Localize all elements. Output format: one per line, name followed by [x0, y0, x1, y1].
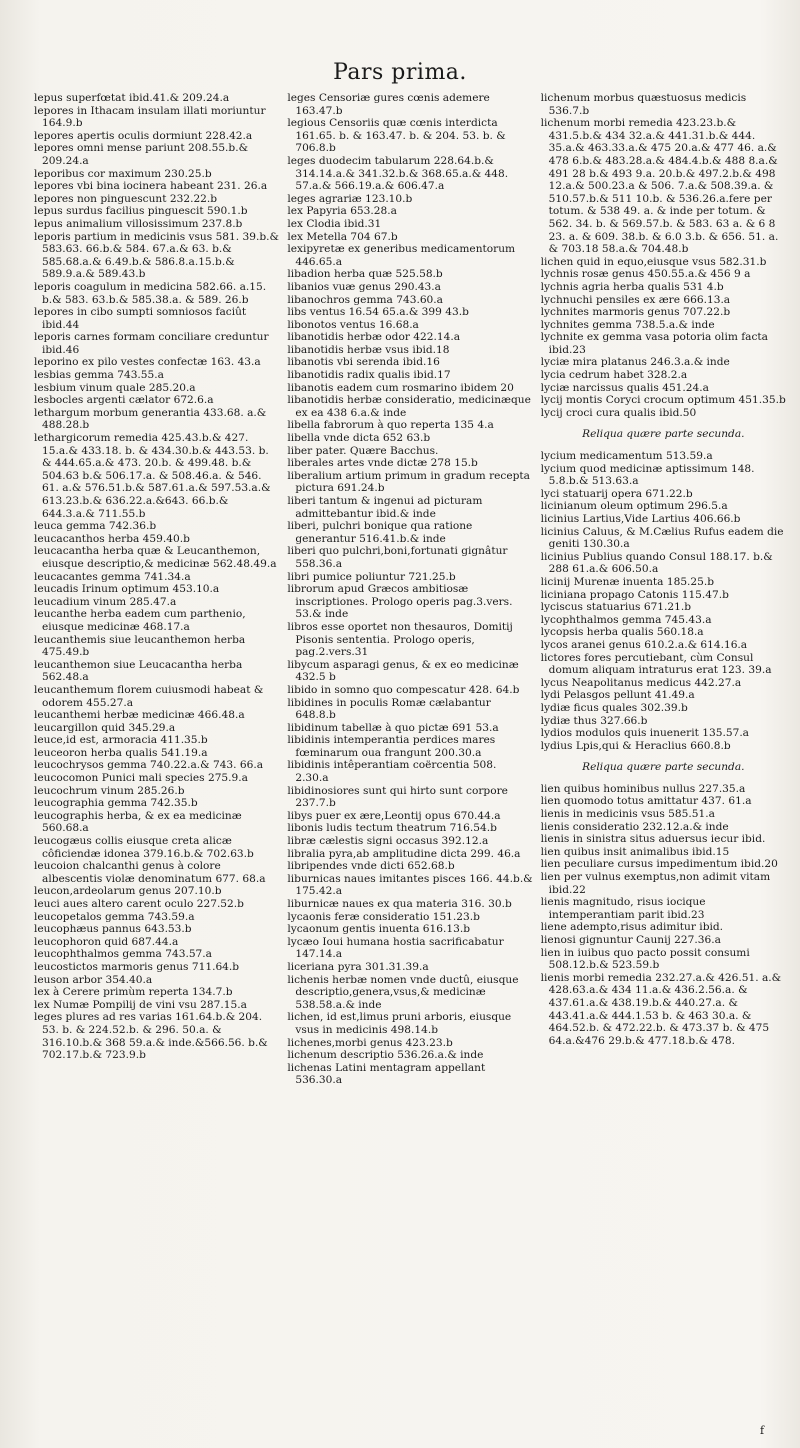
index-entry: lienis magnitudo, risus iocique intemperantiam parit ibid.23 [540, 896, 706, 921]
index-entry: liberales artes vnde dictæ 278 15.b [287, 457, 478, 470]
index-entry: lycopsis herba qualis 560.18.a [540, 626, 704, 639]
index-entry: leucanthemon siue Leucacantha herba 562.48.a [34, 658, 243, 684]
index-entry: lepus animalium villosissimum 237.8.b [34, 217, 243, 230]
index-entry: lydios modulos quis inuenerit 135.57.a [540, 727, 749, 740]
index-entry: lesbias gemma 743.55.a [34, 369, 164, 382]
index-entry: leucocomon Punici mali species 275.9.a [34, 772, 248, 785]
index-entry: lepores vbi bina iocinera habeant 231. 26.a [34, 180, 268, 193]
index-entry: libanotis eadem cum rosmarino ibidem 20 [287, 381, 514, 394]
index-entry: libido in somno quo compescatur 428. 64.b [287, 683, 520, 696]
index-entry: liberi quo pulchri,boni,fortunati gignâtur 558.36.a [287, 545, 508, 570]
index-entry: lydiæ ficus quales 302.39.b [540, 701, 688, 714]
index-entry: libros esse oportet non thesauros, Domitij Pisonis sententia. Prologo operis, pag.2.vers.31 [287, 620, 513, 659]
index-entry: leporibus cor maximum 230.25.b [34, 167, 212, 180]
index-entry: libidines in poculis Romæ cælabantur 648.8.b [287, 696, 491, 722]
index-entry: libidinis intêperantiam coërcentia 508. 2.30.a [287, 759, 497, 785]
index-entry: lichenum morbus quæstuosus medicis 536.7.b [540, 92, 747, 117]
index-entry: leucographia gemma 742.35.b [34, 797, 198, 810]
index-entry: lycus Neapolitanus medicus 442.27.a [540, 676, 742, 689]
index-entry: lychnis agria herba qualis 531 4.b [540, 280, 724, 293]
index-entry: licinij Murenæ inuenta 185.25.b [540, 575, 715, 588]
index-entry: lychnites marmoris genus 707.22.b [540, 306, 731, 319]
index-entry: lexipyretæ ex generibus medicamentorum 446.65.a [287, 243, 516, 268]
index-entry: libanotidis herbæ consideratio, medicinæque ex ea 438 6.a.& inde [287, 394, 531, 419]
index-entry: legious Censoriis quæ cœnis interdicta 161.65. b. & 163.47. b. & 204. 53. b. & 706.8.b [287, 117, 506, 155]
index-entry: lethargum morbum generantia 433.68. a.& 488.28.b [34, 406, 267, 432]
index-entry: leuca gemma 742.36.b [34, 520, 157, 533]
index-entry: lyciscus statuarius 671.21.b [540, 601, 692, 614]
index-entry: leporis carnes formam conciliare creduntur ibid.46 [34, 331, 269, 356]
index-entry: lienis morbi remedia 232.27.a.& 426.51. a.& 428.63.a.& 434 11.a.& 436.2.56.a. & 437.61.a.& 438.19.b.& 440.27.a. & 443.41.a.& 444.1.53 b. & 463 30.a. & 464.52.b. & 472.22.b. & 473.37 b. & 475 64.a.&476 29.b.& 477.18.b.& 478. [540, 971, 782, 1047]
index-entry: liceriana pyra 301.31.39.a [287, 960, 429, 973]
index-entry: libidinum tabellæ à quo pictæ 691 53.a [287, 721, 499, 734]
index-entry: lien peculiare cursus impedimentum ibid.20 [540, 858, 778, 871]
index-entry: lepores apertis oculis dormiunt 228.42.a [34, 129, 253, 142]
index-entry: leucophoron quid 687.44.a [34, 935, 179, 948]
signature-mark: f [760, 1424, 765, 1437]
index-entry: lydiæ thus 327.66.b [540, 714, 648, 727]
index-entry: lex à Cerere primùm reperta 134.7.b [34, 986, 233, 999]
index-columns [34, 92, 786, 1422]
index-entry: leporis coagulum in medicina 582.66. a.15. b.& 583. 63.b.& 585.38.a. & 589. 26.b [34, 280, 267, 306]
index-entry: lychnuchi pensiles ex ære 666.13.a [540, 293, 731, 306]
index-entry: lycij croci cura qualis ibid.50 [540, 406, 697, 419]
index-entry: lex Numæ Pompilij de vini vsu 287.15.a [34, 998, 247, 1011]
index-entry: leucanthemis siue leucanthemon herba 475.49.b [34, 633, 246, 659]
index-entry: leges Censoriæ gures cœnis ademere 163.47.b [287, 92, 490, 117]
index-entry: lienosi gignuntur Caunij 227.36.a [540, 934, 721, 946]
index-entry: leucadis Irinum optimum 453.10.a [34, 583, 220, 596]
index-entry: lictores fores percutiebant, cùm Consul domum aliquam intraturus erat 123. 39.a [540, 651, 772, 677]
index-entry: leucophæus pannus 643.53.b [34, 923, 192, 936]
index-entry: leuson arbor 354.40.a [34, 973, 153, 986]
index-entry: lepus surdus facilius pinguescit 590.1.b [34, 205, 248, 218]
index-entry: libadion herba quæ 525.58.b [287, 268, 443, 281]
index-entry: libanotis vbi serenda ibid.16 [287, 356, 440, 369]
index-entry: lex Metella 704 67.b [287, 230, 398, 243]
index-entry: liciniana propago Catonis 115.47.b [540, 588, 729, 601]
page-header: Pars prima. [333, 60, 467, 85]
index-entry: leuce,id est, armoracia 411.35.b [34, 734, 208, 747]
index-entry: lien quibus insit animalibus ibid.15 [540, 845, 730, 858]
index-entry: lienis consideratio 232.12.a.& inde [540, 820, 729, 833]
index-entry: libonotos ventus 16.68.a [287, 318, 419, 331]
index-entry: lycium quod medicinæ aptissimum 148. 5.8.b.& 513.63.a [540, 462, 755, 488]
index-entry: lex Papyria 653.28.a [287, 205, 397, 218]
index-entry: lichenum morbi remedia 423.23.b.& 431.5.b.& 434 32.a.& 441.31.b.& 444. 35.a.& 463.33.a.& 475 20.a.& 477 46. a.& 478 6.b.& 483.28.a.& 484.4.b.& 488 8.a.& 491 28 b.& 493 9.a. 20.b.& 497.2.b.& 498 12.a.& 500.23.a & 506. 7.a.& 508.39.a. & 510.57.b.& 511 10.b. & 536.26.a.fere per totum. & 538 49. a. & inde per totum. & 562. 34. b. & 569.57.b. & 583. 63 a. & 6 8 23. a. & 609. 38.b. & 6.0 3.b. & 656. 51. a. & 703.18 58.a.& 704.48.b [540, 117, 779, 256]
index-entry: libri pumice poliuntur 721.25.b [287, 570, 456, 583]
index-entry: lienis in sinistra situs aduersus iecur ibid. [540, 833, 766, 846]
index-entry: leucographis herba, & ex ea medicinæ 560.68.a [34, 809, 242, 835]
index-entry: lex Clodia ibid.31 [287, 217, 382, 230]
index-entry: lychnis rosæ genus 450.55.a.& 456 9 a [540, 268, 751, 281]
index-entry: libycum asparagi genus, & ex eo medicinæ 432.5 b [287, 658, 519, 684]
index-column-1 [34, 92, 279, 1422]
index-entry: leucargillon quid 345.29.a [34, 721, 176, 734]
index-entry: leucadium vinum 285.47.a [34, 595, 177, 608]
index-entry: lycæo Ioui humana hostia sacrificabatur 147.14.a [287, 935, 504, 961]
index-entry: leucoion chalcanthi genus à colore albescentis violæ denominatum 677. 68.a [34, 860, 266, 885]
index-entry: libanotidis herbæ vsus ibid.18 [287, 343, 450, 356]
index-entry: lien in iuibus quo pacto possit consumi 508.12.b.& 523.59.b [540, 946, 750, 972]
index-entry: lichenum descriptio 536.26.a.& inde [287, 1049, 484, 1062]
index-entry: libs ventus 16.54 65.a.& 399 43.b [287, 306, 469, 319]
index-entry: lichenis herbæ nomen vnde ductû, eiusque descriptio,genera,vsus,& medicinæ 538.58.a.& inde [287, 973, 519, 1011]
index-entry: librorum apud Græcos ambitiosæ inscriptiones. Prologo operis pag.3.vers. 53.& inde [287, 583, 513, 621]
index-entry: libralia pyra,ab amplitudine dicta 299. 46.a [287, 847, 521, 860]
index-entry: leuci aues altero carent oculo 227.52.b [34, 898, 244, 910]
index-entry: libripendes vnde dicti 652.68.b [287, 860, 455, 873]
index-entry: libella vnde dicta 652 63.b [287, 432, 431, 445]
index-entry: leges plures ad res varias 161.64.b.& 204. 53. b. & 224.52.b. & 296. 50.a. & 316.10.b.& 368 59.a.& inde.&566.56. b.& 702.17.b.& 723.9.b [34, 1011, 268, 1062]
index-entry: lien quibus hominibus nullus 227.35.a [540, 782, 746, 795]
index-entry: licinius Publius quando Consul 188.17. b.& 288 61.a.& 606.50.a [540, 550, 773, 576]
index-entry: leucogæus collis eiusque creta alicæ côficiendæ idonea 379.16.b.& 702.63.b [34, 835, 254, 860]
index-entry: liburnicæ naues ex qua materia 316. 30.b [287, 898, 512, 910]
cross-reference-note: Reliqua quære parte secunda. [582, 761, 745, 774]
index-entry: leuceoron herba qualis 541.19.a [34, 746, 208, 759]
index-entry: lychnite ex gemma vasa potoria olim facta ibid.23 [540, 331, 768, 356]
index-entry: liberi tantum & ingenui ad picturam admittebantur ibid.& inde [287, 495, 483, 520]
index-entry: libanotidis herbæ odor 422.14.a [287, 331, 461, 344]
index-entry: lesbocles argenti cælator 672.6.a [34, 394, 214, 407]
index-entry: libræ cælestis signi occasus 392.12.a [287, 835, 489, 848]
index-entry: lichenes,morbi genus 423.23.b [287, 1036, 453, 1049]
index-entry: lychnites gemma 738.5.a.& inde [540, 318, 715, 331]
index-entry: leucochrysos gemma 740.22.a.& 743. 66.a [34, 759, 264, 772]
index-entry: liene adempto,risus adimitur ibid. [540, 921, 724, 934]
index-entry: libys puer ex ære,Leontij opus 670.44.a [287, 809, 501, 822]
index-entry: libonis ludis tectum theatrum 716.54.b [287, 822, 497, 835]
index-entry: leucacantha herba quæ & Leucanthemon, eiusque descriptio,& medicinæ 562.48.49.a [34, 545, 277, 570]
cross-reference-note: Reliqua quære parte secunda. [582, 428, 745, 441]
index-entry: leucacanthos herba 459.40.b [34, 532, 190, 545]
index-entry: lycaonum gentis inuenta 616.13.b [287, 923, 470, 936]
index-entry: lycia cedrum habet 328.2.a [540, 369, 688, 382]
index-entry: lycophthalmos gemma 745.43.a [540, 613, 712, 626]
index-entry: liberalium artium primum in gradum recepta pictura 691.24.b [287, 469, 530, 495]
index-entry: lyci statuarij opera 671.22.b [540, 487, 693, 500]
index-entry: lien quomodo totus amittatur 437. 61.a [540, 795, 752, 808]
index-entry: lepus superfœtat ibid.41.& 209.24.a [34, 92, 230, 104]
index-entry: libanochros gemma 743.60.a [287, 293, 443, 306]
index-entry: leporis partium in medicinis vsus 581. 39.b.& 583.63. 66.b.& 584. 67.a.& 63. b.& 585.68.a.& 6.49.b.& 586.8.a.15.b.& 589.9.a.& 589.43.b [34, 230, 279, 281]
index-entry: leucanthemum florem cuiusmodi habeat & odorem 455.27.a [34, 683, 264, 709]
index-column-3 [541, 92, 786, 1422]
index-entry: lichen quid in equo,eiusque vsus 582.31.b [540, 255, 767, 268]
index-entry: leges agrariæ 123.10.b [287, 192, 413, 205]
index-entry: leucophthalmos gemma 743.57.a [34, 948, 212, 961]
index-entry: lepores omni mense pariunt 208.55.b.& 209.24.a [34, 142, 249, 167]
index-entry: licinius Lartius,Vide Lartius 406.66.b [540, 513, 741, 525]
index-entry: lycij montis Coryci crocum optimum 451.35.b [540, 394, 786, 407]
index-entry: lyciæ narcissus qualis 451.24.a [540, 381, 709, 394]
index-entry: lycaonis feræ consideratio 151.23.b [287, 910, 480, 923]
index-entry: licinius Caluus, & M.Cælius Rufus eadem die geniti 130.30.a [540, 525, 784, 551]
index-entry: leucopetalos gemma 743.59.a [34, 910, 195, 923]
index-entry: liberi, pulchri bonique qua ratione generantur 516.41.b.& inde [287, 520, 473, 545]
index-entry: lyciæ mira platanus 246.3.a.& inde [540, 356, 730, 369]
index-entry: leges duodecim tabularum 228.64.b.& 314.14.a.& 341.32.b.& 368.65.a.& 448. 57.a.& 566.19.a.& 606.47.a [287, 154, 509, 193]
index-entry: liber pater. Quære Bacchus. [287, 444, 439, 457]
index-entry: leucon,ardeolarum genus 207.10.b [34, 885, 222, 898]
index-entry: lichenas Latini mentagram appellant 536.30.a [287, 1061, 486, 1087]
index-entry: leporino ex pilo vestes confectæ 163. 43.a [34, 356, 261, 369]
index-entry: lethargicorum remedia 425.43.b.& 427. 15.a.& 433.18. b. & 434.30.b.& 443.53. b. & 444.65.a.& 473. 20.b. & 499.48. b.& 504.63 b.& 506.17.a. & 508.46.a. & 546. 61. a.& 576.51.b.& 587.61.a.& 597.53.a.& 613.23.b.& 636.22.a.&643. 66.b.& 644.3.a.& 711.55.b [34, 432, 271, 520]
index-entry: lepores in cibo sumpti somniosos faciût ibid.44 [34, 306, 247, 331]
index-column-2 [287, 92, 532, 1422]
index-entry: lycium medicamentum 513.59.a [540, 450, 713, 463]
index-entry: lydius Lpis,qui & Heraclius 660.8.b [540, 739, 731, 752]
index-entry: leucochrum vinum 285.26.b [34, 784, 185, 797]
index-entry: lichen, id est,limus pruni arboris, eiusque vsus in medicinis 498.14.b [287, 1011, 512, 1036]
index-entry: lydi Pelasgos pellunt 41.49.a [540, 689, 695, 702]
index-entry: lepores non pinguescunt 232.22.b [34, 192, 218, 205]
index-entry: lepores in Ithacam insulam illati moriuntur 164.9.b [34, 104, 266, 130]
index-entry: liburnicas naues imitantes pisces 166. 44.b.& 175.42.a [287, 872, 533, 898]
index-entry: leucanthe herba eadem cum parthenio, eiusque medicinæ 468.17.a [34, 608, 246, 633]
index-entry: libella fabrorum à quo reperta 135 4.a [287, 419, 494, 432]
index-entry: leucacantes gemma 741.34.a [34, 570, 191, 583]
index-entry: leucanthemi herbæ medicinæ 466.48.a [34, 709, 245, 722]
index-entry: lienis in medicinis vsus 585.51.a [540, 808, 715, 821]
index-entry: libidinis intemperantia perdices mares fœminarum oua frangunt 200.30.a [287, 734, 496, 759]
index-entry: licinianum oleum optimum 296.5.a [540, 500, 728, 513]
index-entry: lesbium vinum quale 285.20.a [34, 381, 196, 394]
index-entry: leucostictos marmoris genus 711.64.b [34, 960, 240, 973]
index-entry: libidinosiores sunt qui hirto sunt corpore 237.7.b [287, 784, 508, 810]
index-entry: lien per vulnus exemptus,non adimit vitam ibid.22 [540, 871, 771, 896]
index-entry: lycos aranei genus 610.2.a.& 614.16.a [540, 638, 748, 651]
index-entry: libanios vuæ genus 290.43.a [287, 280, 441, 293]
index-entry: libanotidis radix qualis ibid.17 [287, 369, 451, 382]
